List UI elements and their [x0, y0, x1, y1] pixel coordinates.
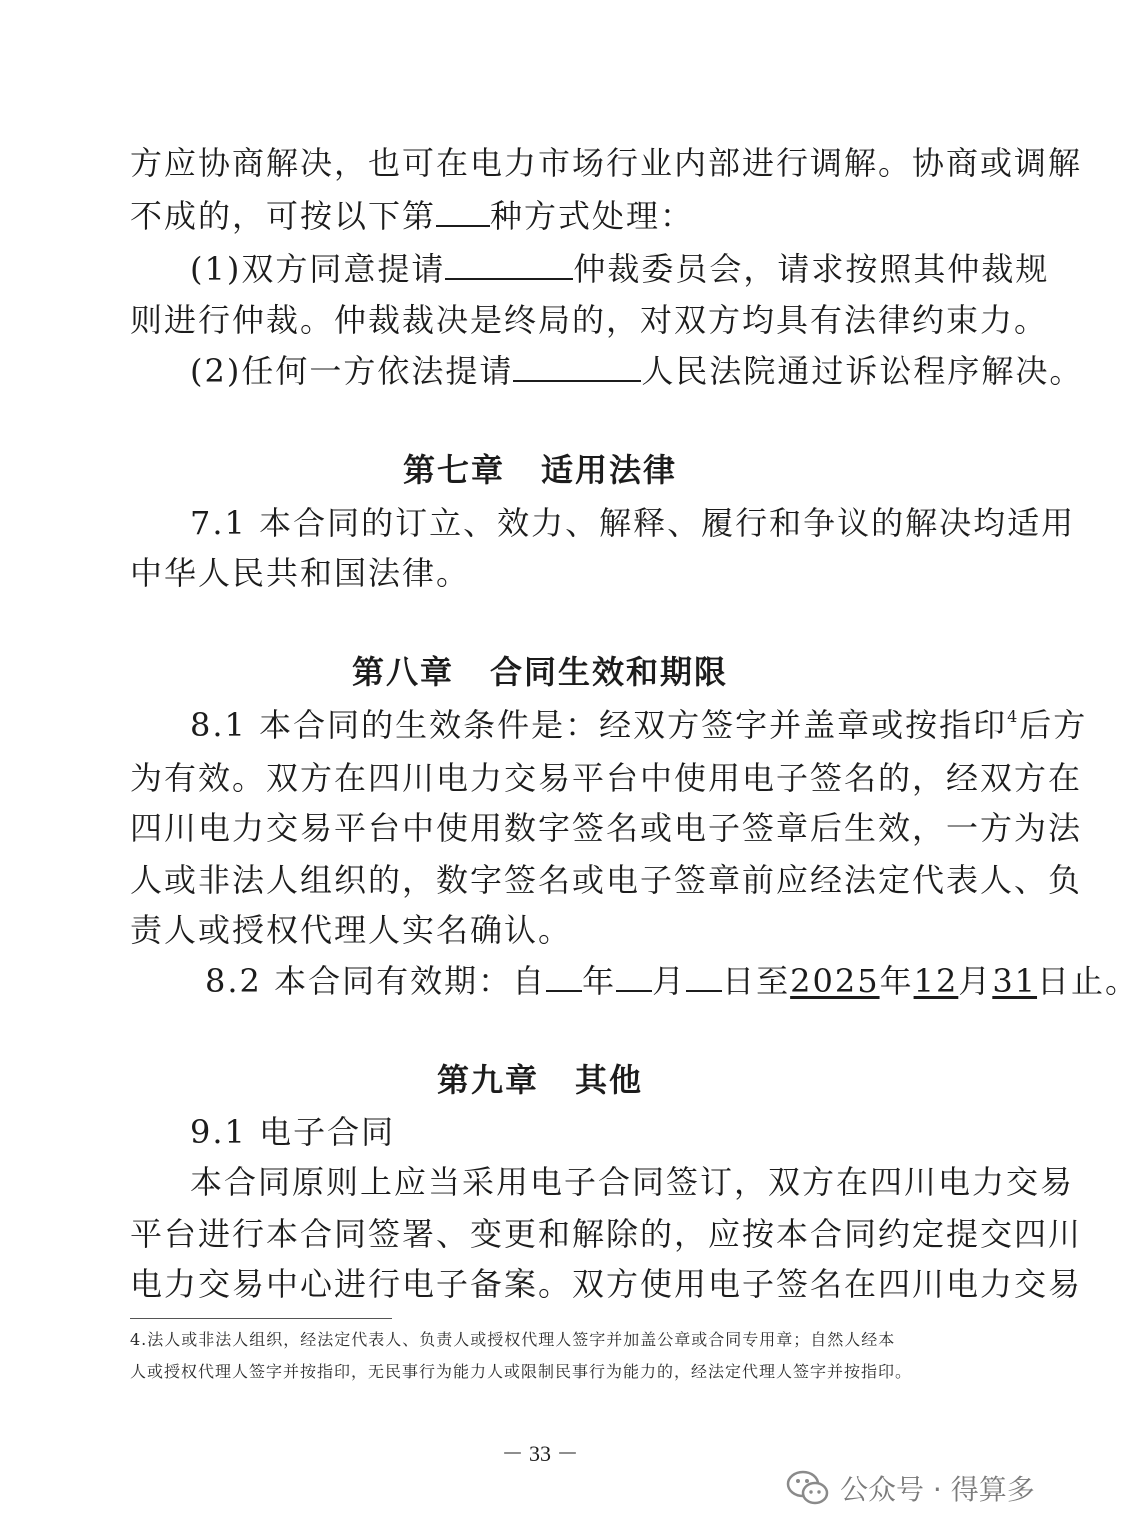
footnote-ref: 4 [1007, 707, 1020, 726]
paragraph-line: 本合同原则上应当采用电子合同签订，双方在四川电力交易 [190, 1163, 1075, 1201]
paragraph-line: 人或非法人组织的，数字签名或电子签章前应经法定代表人、负 [130, 861, 1083, 899]
watermark-text: 公众号 · 得算多 [840, 1473, 1035, 1506]
watermark [786, 1460, 1056, 1516]
paragraph-line: 为有效。双方在四川电力交易平台中使用电子签名的，经双方在 [130, 759, 1083, 797]
end-day: 31 [992, 962, 1038, 1000]
chapter-heading: 第七章 适用法律 [402, 451, 678, 489]
blank-court [513, 350, 641, 382]
end-year: 2025 [790, 962, 880, 1000]
blank-start-year [546, 960, 582, 992]
clause-7-1: 7.1 本合同的订立、效力、解释、履行和争议的解决均适用 [190, 504, 1076, 542]
paragraph-line: 方应协商解决，也可在电力市场行业内部进行调解。协商或调解 [130, 144, 1083, 182]
option-1: (1)双方同意提请 仲裁委员会，请求按照其仲裁规 [190, 250, 1050, 288]
paragraph-line: 电力交易中心进行电子备案。双方使用电子签名在四川电力交易 [130, 1265, 1083, 1303]
wechat-icon [786, 1468, 830, 1508]
paragraph-line: 平台进行本合同签署、变更和解除的，应按本合同约定提交四川 [130, 1215, 1083, 1253]
chapter-heading: 第八章 合同生效和期限 [351, 653, 729, 691]
option-2: (2)任何一方依法提请 人民法院通过诉讼程序解决。 [190, 352, 1084, 390]
paragraph-line: 不成的，可按以下第 种方式处理： [130, 197, 695, 235]
clause-8-2: 8.2 本合同有效期：自 年 月 日至2025年12月31日止。 [205, 962, 1139, 1000]
blank-start-day [686, 960, 722, 992]
end-month: 12 [913, 962, 959, 1000]
clause-9-1-title: 9.1 电子合同 [190, 1113, 396, 1151]
chapter-heading: 第九章 其他 [436, 1061, 644, 1099]
paragraph-line: 则进行仲裁。仲裁裁决是终局的，对双方均具有法律约束力。 [130, 301, 1049, 339]
paragraph-line: 四川电力交易平台中使用数字签名或电子签章后生效，一方为法 [130, 809, 1083, 847]
paragraph-line: 责人或授权代理人实名确认。 [130, 911, 573, 949]
clause-8-1: 8.1 本合同的生效条件是：经双方签字并盖章或按指印$^4$后方 [190, 706, 1088, 744]
footnote-divider [130, 1318, 392, 1319]
blank-option-number [436, 195, 490, 227]
blank-arbitration-committee [445, 248, 573, 280]
footnote-line: 4.法人或非法人组织，经法定代表人、负责人或授权代理人签字并加盖公章或合同专用章；自然人经本 [130, 1330, 896, 1349]
page-number: － 33 － [501, 1441, 579, 1466]
paragraph-line: 中华人民共和国法律。 [130, 554, 471, 592]
blank-start-month [616, 960, 652, 992]
footnote-line: 人或授权代理人签字并按指印，无民事行为能力人或限制民事行为能力的，经法定代理人签字并按指印。 [130, 1362, 913, 1381]
